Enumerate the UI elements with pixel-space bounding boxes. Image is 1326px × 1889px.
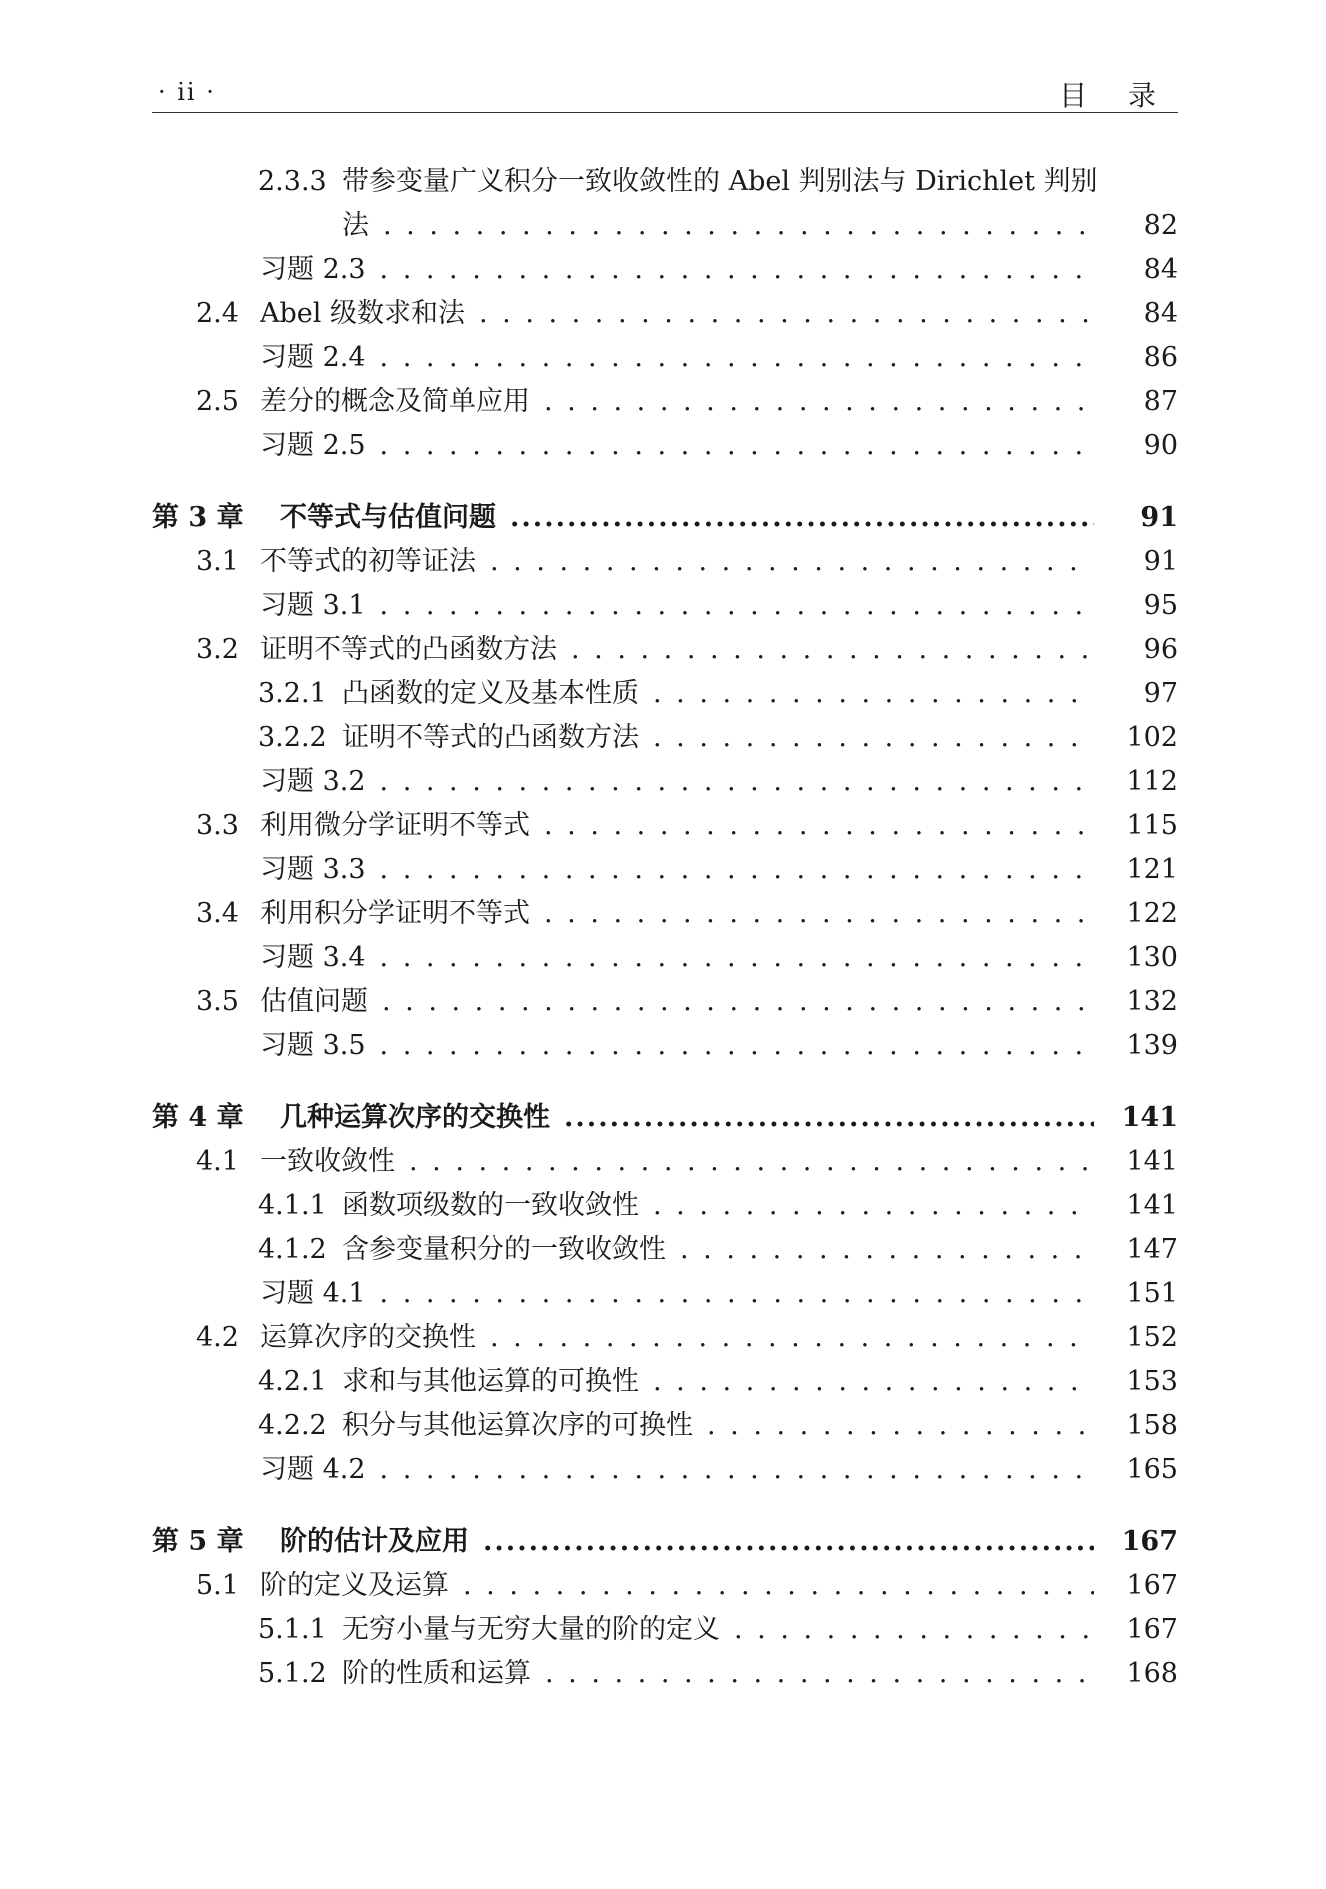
toc-entry-subsection[interactable] (152, 1404, 1178, 1448)
toc-entry-title: 阶的估计及应用 ..... (280, 1520, 1094, 1564)
toc-entry-number: 3.2.2 (258, 722, 327, 753)
toc-entry-page: 141 (1121, 1102, 1178, 1133)
toc-entry-number: 第 4 章 (152, 1102, 244, 1133)
toc-entry-exercise[interactable] (152, 424, 1178, 468)
toc-entry-title: 利用积分学证明不等式 . . . (260, 892, 1094, 936)
toc-entry-section[interactable] (152, 380, 1178, 424)
toc-entry-number: 4.1 (196, 1146, 239, 1177)
toc-entry-title: 证明不等式的凸函数方法 . . . (260, 628, 1094, 672)
toc-entry-section[interactable] (152, 1140, 1178, 1184)
toc-entry-title: 利用微分学证明不等式 . . . (260, 804, 1094, 848)
toc-entry-page: 167 (1126, 1570, 1178, 1601)
toc-entry-title: 习题 3.4 . . . (260, 936, 1094, 980)
toc-entry-page: 141 (1126, 1146, 1178, 1177)
toc-entry-exercise[interactable] (152, 584, 1178, 628)
toc-entry-page: 95 (1143, 590, 1178, 621)
toc-entry-exercise[interactable] (152, 1024, 1178, 1068)
toc-entry-page: 141 (1126, 1190, 1178, 1221)
toc-entry-subsection[interactable] (152, 1228, 1178, 1272)
toc-entry-page: 158 (1126, 1410, 1178, 1441)
toc-entry-title: 阶的性质和运算 . . . (342, 1652, 1094, 1696)
toc-entry-number: 5.1 (196, 1570, 239, 1601)
toc-entry-section[interactable] (152, 540, 1178, 584)
page-number: · ii · (158, 78, 216, 106)
toc-entry-page: 122 (1126, 898, 1178, 929)
toc-entry-section[interactable] (152, 1316, 1178, 1360)
toc-entry-subsection[interactable] (152, 716, 1178, 760)
toc-entry-title: 阶的定义及运算 . . . (260, 1564, 1094, 1608)
toc-entry-number: 3.2 (196, 634, 239, 665)
toc-entry-number: 4.1.2 (258, 1234, 327, 1265)
toc-entry-chapter[interactable] (152, 1096, 1178, 1140)
toc-entry-section[interactable] (152, 980, 1178, 1024)
toc-entry-title: 习题 3.3 . . . (260, 848, 1094, 892)
toc-entry-title: 不等式与估值问题 ..... (280, 496, 1094, 540)
toc-entry-page: 152 (1126, 1322, 1178, 1353)
toc-entry-title: 不等式的初等证法 . . . (260, 540, 1094, 584)
toc-entry-page: 84 (1143, 254, 1178, 285)
toc-entry-title: 一致收敛性 . . . (260, 1140, 1094, 1184)
toc-entry-title: 估值问题 . . . (260, 980, 1094, 1024)
toc-entry-title: 习题 3.2 . . . (260, 760, 1094, 804)
toc-entry-page: 151 (1126, 1278, 1178, 1309)
toc-entry-number: 4.2.2 (258, 1410, 327, 1441)
toc-entry-subsection[interactable] (152, 160, 1178, 241)
toc-entry-page: 112 (1126, 766, 1178, 797)
toc-entry-page: 86 (1143, 342, 1178, 373)
toc-entry-chapter[interactable] (152, 496, 1178, 540)
toc-entry-number: 2.4 (196, 298, 239, 329)
toc-entry-page: 96 (1143, 634, 1178, 665)
toc-entry-title: 含参变量积分的一致收敛性 . . . (342, 1228, 1094, 1272)
toc-entry-page: 167 (1126, 1614, 1178, 1645)
toc-entry-number: 4.2 (196, 1322, 239, 1353)
toc-entry-number: 4.2.1 (258, 1366, 327, 1397)
toc-entry-exercise[interactable] (152, 848, 1178, 892)
toc-entry-exercise[interactable] (152, 760, 1178, 804)
toc-entry-page: 91 (1140, 502, 1178, 533)
toc-entry-section[interactable] (152, 292, 1178, 336)
toc-entry-page: 84 (1143, 298, 1178, 329)
toc-entry-title: 运算次序的交换性 . . . (260, 1316, 1094, 1360)
toc-entry-page: 121 (1126, 854, 1178, 885)
toc-entry-number: 3.3 (196, 810, 239, 841)
toc-entry-title: 习题 4.2 . . . (260, 1448, 1094, 1492)
toc-entry-number: 第 5 章 (152, 1526, 244, 1557)
toc-entry-page: 87 (1143, 386, 1178, 417)
toc-entry-section[interactable] (152, 628, 1178, 672)
toc-entry-page: 139 (1126, 1030, 1178, 1061)
toc-entry-page: 130 (1126, 942, 1178, 973)
toc-entry-chapter[interactable] (152, 1520, 1178, 1564)
toc-entry-page: 102 (1126, 722, 1178, 753)
toc-entry-number: 4.1.1 (258, 1190, 327, 1221)
toc-entry-number: 3.2.1 (258, 678, 327, 709)
toc-entry-subsection[interactable] (152, 1184, 1178, 1228)
toc-entry-exercise[interactable] (152, 936, 1178, 980)
toc-entry-exercise[interactable] (152, 336, 1178, 380)
toc-entry-title: 证明不等式的凸函数方法 . . . (342, 716, 1094, 760)
toc-entry-page: 82 (1143, 210, 1178, 241)
toc-entry-title: 习题 2.4 . . . (260, 336, 1094, 380)
toc-entry-title: 凸函数的定义及基本性质 . . . (342, 672, 1094, 716)
toc-entry-exercise[interactable] (152, 1448, 1178, 1492)
toc-entry-title: 求和与其他运算的可换性 . . . (342, 1360, 1094, 1404)
toc-entry-page: 153 (1126, 1366, 1178, 1397)
toc-entry-title-continued: 法 . . . (342, 204, 1094, 248)
toc-entry-page: 115 (1126, 810, 1178, 841)
toc-entry-page: 165 (1126, 1454, 1178, 1485)
toc-entry-title: 习题 2.3 . . . (260, 248, 1094, 292)
toc-entry-page: 167 (1121, 1526, 1178, 1557)
toc-entry-subsection[interactable] (152, 1608, 1178, 1652)
toc-entry-number: 5.1.2 (258, 1658, 327, 1689)
toc-entry-page: 147 (1126, 1234, 1178, 1265)
toc-entry-title: 带参变量广义积分一致收敛性的 Abel 判别法与 Dirichlet 判别 (342, 166, 1098, 197)
toc-entry-number: 2.5 (196, 386, 239, 417)
toc-entry-number: 第 3 章 (152, 502, 244, 533)
toc-entry-title: 无穷小量与无穷大量的阶的定义 . . . (342, 1608, 1094, 1652)
toc-entry-page: 168 (1126, 1658, 1178, 1689)
running-head-title: 目 录 (1059, 79, 1172, 112)
toc-entry-title: 差分的概念及简单应用 . . . (260, 380, 1094, 424)
toc-entry-title: 几种运算次序的交换性 ..... (280, 1096, 1094, 1140)
toc-entry-title: 习题 2.5 . . . (260, 424, 1094, 468)
toc-entry-exercise[interactable] (152, 1272, 1178, 1316)
toc-entry-exercise[interactable] (152, 248, 1178, 292)
toc-entry-title: 积分与其他运算次序的可换性 . . . (342, 1404, 1094, 1448)
toc-entry-number: 3.5 (196, 986, 239, 1017)
toc-entry-page: 97 (1143, 678, 1178, 709)
toc-entry-page: 90 (1143, 430, 1178, 461)
toc-entry-title: 习题 4.1 . . . (260, 1272, 1094, 1316)
toc-entry-title: 习题 3.5 . . . (260, 1024, 1094, 1068)
page-header (152, 72, 1178, 113)
toc-entry-number: 5.1.1 (258, 1614, 327, 1645)
toc-entry-title: 函数项级数的一致收敛性 . . . (342, 1184, 1094, 1228)
toc-entry-section[interactable] (152, 1564, 1178, 1608)
toc-entry-page: 91 (1143, 546, 1178, 577)
toc-entry-subsection[interactable] (152, 672, 1178, 716)
toc-entry-title: 习题 3.1 . . . (260, 584, 1094, 628)
toc-entry-section[interactable] (152, 892, 1178, 936)
table-of-contents (152, 160, 1178, 1696)
toc-entry-number: 3.4 (196, 898, 239, 929)
toc-entry-subsection[interactable] (152, 1360, 1178, 1404)
toc-entry-number: 2.3.3 (258, 166, 327, 197)
toc-entry-section[interactable] (152, 804, 1178, 848)
toc-entry-page: 132 (1126, 986, 1178, 1017)
toc-entry-subsection[interactable] (152, 1652, 1178, 1696)
toc-entry-title: Abel 级数求和法 . . . (260, 292, 1094, 336)
toc-entry-number: 3.1 (196, 546, 239, 577)
